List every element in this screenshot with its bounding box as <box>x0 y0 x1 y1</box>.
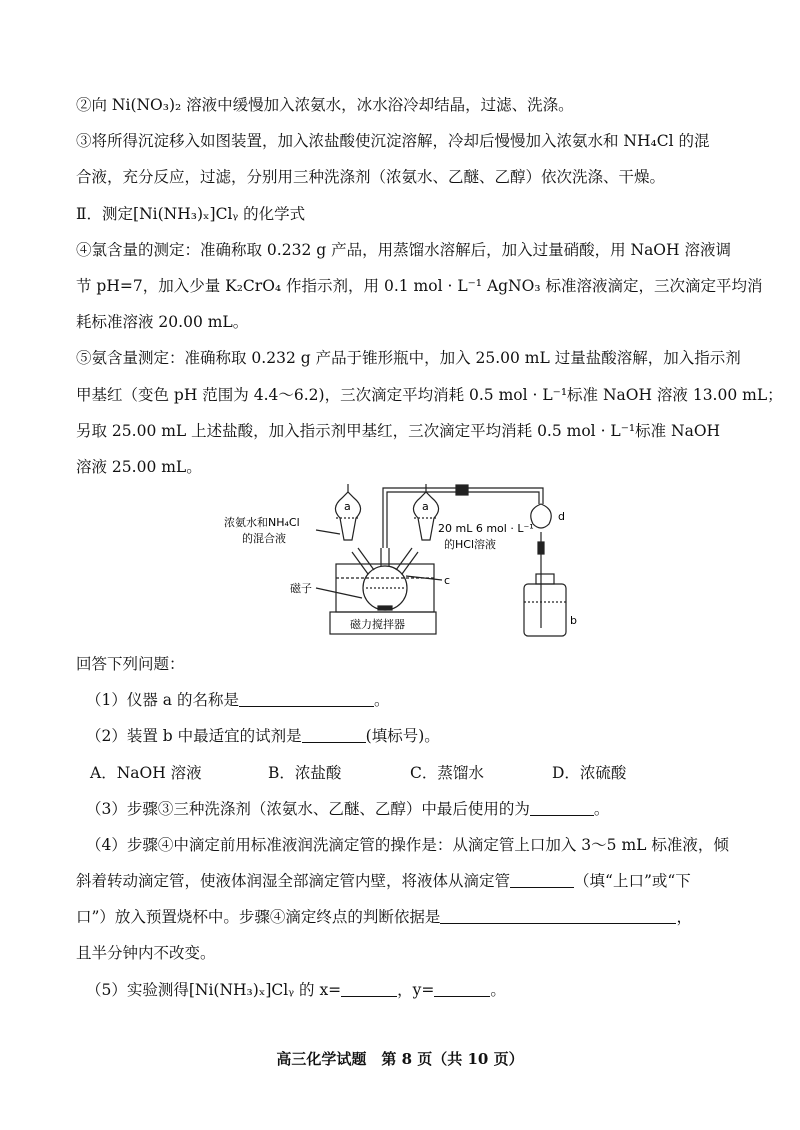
step-3-line-1: ③将所得沉淀移入如图装置，加入浓盐酸使沉淀溶解，冷却后慢慢加入浓氨水和 NH₄Cl 的混 <box>76 132 710 150</box>
step-5-line-4: 溶液 25.00 mL。 <box>76 458 202 476</box>
apparatus-figure <box>220 478 600 640</box>
question-3 <box>86 799 736 819</box>
questions-intro: 回答下列问题： <box>76 655 185 673</box>
label-left-2: 的混合液 <box>242 532 286 545</box>
label-c: c <box>444 574 451 587</box>
step-4-line-3: 耗标准溶液 20.00 mL。 <box>76 313 249 331</box>
question-4-line-1: （4）步骤④中滴定前用标准液润洗滴定管的操作是：从滴定管上口加入 3～5 mL 标准液，倾 <box>86 836 729 854</box>
gas-bulb <box>531 504 551 528</box>
option-c: C．蒸馏水 <box>410 764 484 782</box>
stir-bar <box>378 606 392 610</box>
option-a: A．NaOH 溶液 <box>90 764 202 782</box>
answer-blank-1[interactable] <box>239 691 374 707</box>
answer-blank-4b[interactable] <box>440 908 676 924</box>
question-3-text: （3）步骤③三种洗涤剂（浓氨水、乙醚、乙醇）中最后使用的为 <box>86 800 530 818</box>
step-5-line-3: 另取 25.00 mL 上述盐酸，加入指示剂甲基红，三次滴定平均消耗 0.5 mol · L⁻¹标准 NaOH <box>76 422 721 440</box>
answer-blank-5y[interactable] <box>434 981 490 997</box>
question-4-text-b: （填“上口”或“下 <box>574 872 691 890</box>
question-2 <box>86 726 736 746</box>
label-a-right: a <box>422 500 429 513</box>
question-1-text: （1）仪器 a 的名称是 <box>86 691 239 709</box>
question-4-line-2 <box>76 871 726 891</box>
step-3-line-2: 合液，充分反应，过滤，分别用三种洗涤剂（浓氨水、乙醚、乙醇）依次洗涤、干燥。 <box>76 168 666 186</box>
answer-blank-2[interactable] <box>302 727 366 743</box>
step-4-line-1: ④氯含量的测定：准确称取 0.232 g 产品，用蒸馏水溶解后，加入过量硝酸，用 NaOH 溶液调 <box>76 241 731 259</box>
page-footer: 高三化学试题 第 8 页（共 10 页） <box>276 1050 524 1068</box>
step-5-line-2: 甲基红（变色 pH 范围为 4.4～6.2)，三次滴定平均消耗 0.5 mol · L⁻¹标准 NaOH 溶液 13.00 mL； <box>76 386 783 404</box>
option-b: B．浓盐酸 <box>268 764 342 782</box>
label-a-left: a <box>344 500 351 513</box>
part-2-heading: Ⅱ．测定[Ni(NH₃)ₓ]Clᵧ 的化学式 <box>76 205 306 223</box>
question-1 <box>86 690 736 710</box>
round-bottom-flask <box>363 566 407 610</box>
label-b: b <box>570 614 577 627</box>
question-4-text-d: ， <box>676 908 692 926</box>
label-stir-bar: 磁子 <box>290 582 312 595</box>
question-5-text-a: （5）实验测得[Ni(NH₃)ₓ]Clᵧ 的 x= <box>86 981 342 999</box>
question-4-line-3 <box>76 907 726 927</box>
question-5-text-b: ，y= <box>397 981 435 999</box>
answer-blank-4a[interactable] <box>510 872 574 888</box>
question-4-line-4: 且半分钟内不改变。 <box>76 944 216 962</box>
answer-blank-3[interactable] <box>530 800 594 816</box>
absorber-bottle <box>524 584 566 636</box>
label-right-1: 20 mL 6 mol · L⁻¹ <box>438 522 534 535</box>
label-stirrer: 磁力搅拌器 <box>350 618 405 631</box>
question-5-end: 。 <box>490 981 506 999</box>
label-right-2: 的HCl溶液 <box>444 538 497 551</box>
question-4-text-c: 口”）放入预置烧杯中。步骤④滴定终点的判断依据是 <box>76 908 441 926</box>
label-d: d <box>558 510 565 523</box>
question-2-options <box>90 763 740 783</box>
water-bath <box>336 564 434 612</box>
label-left-1: 浓氨水和NH₄Cl <box>224 516 300 529</box>
step-2: ②向 Ni(NO₃)₂ 溶液中缓慢加入浓氨水，冰水浴冷却结晶，过滤、洗涤。 <box>76 96 574 114</box>
question-2-end: (填标号)。 <box>365 727 440 745</box>
question-2-text: （2）装置 b 中最适宜的试剂是 <box>86 727 302 745</box>
option-d: D．浓硫酸 <box>552 764 627 782</box>
question-3-end: 。 <box>593 800 610 818</box>
answer-blank-5x[interactable] <box>341 981 397 997</box>
step-4-line-2: 节 pH=7，加入少量 K₂CrO₄ 作指示剂，用 0.1 mol · L⁻¹ AgNO₃ 标准溶液滴定，三次滴定平均消 <box>76 277 763 295</box>
question-1-end: 。 <box>373 691 390 709</box>
question-5 <box>86 980 736 1000</box>
question-4-text-a: 斜着转动滴定管，使液体润湿全部滴定管内壁，将液体从滴定管 <box>76 872 511 890</box>
step-5-line-1: ⑤氨含量测定：准确称取 0.232 g 产品于锥形瓶中，加入 25.00 mL 过量盐酸溶解，加入指示剂 <box>76 349 741 367</box>
